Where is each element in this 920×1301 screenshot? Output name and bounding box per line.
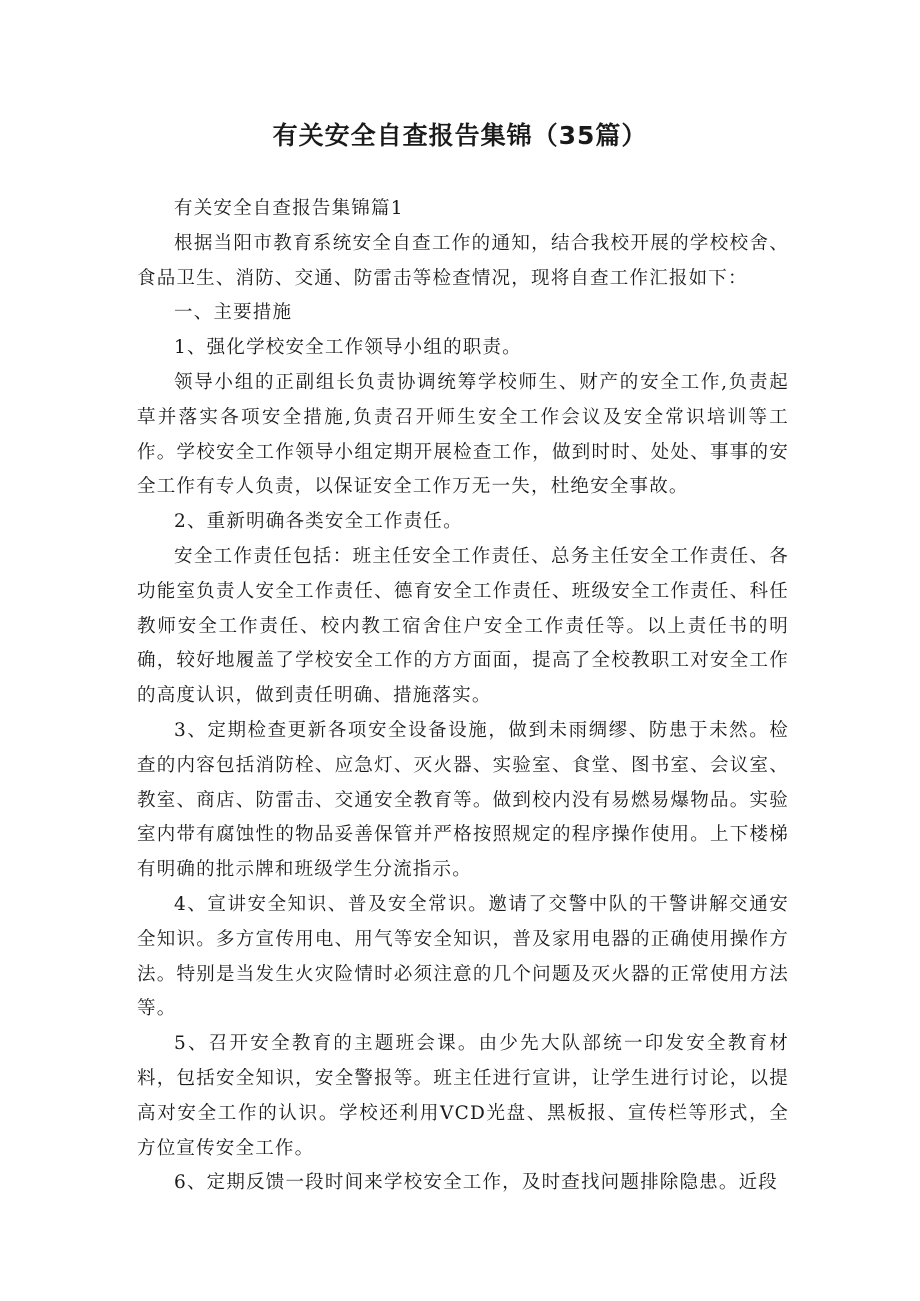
- body-paragraph: 5、召开安全教育的主题班会课。由少先大队部统一印发安全教育材料，包括安全知识，安全警报等。班主任进行宣讲，让学生进行讨论，以提高对安全工作的认识。学校还利用VCD光盘、黑板报、宣传栏等形式，全方位宣传安全工作。: [137, 1033, 789, 1159]
- body-paragraph: 根据当阳市教育系统安全自查工作的通知，结合我校开展的学校校舍、食品卫生、消防、交通、防雷击等检查情况，现将自查工作汇报如下：: [137, 232, 789, 289]
- body-paragraph: 领导小组的正副组长负责协调统筹学校师生、财产的安全工作,负责起草并落实各项安全措施,负责召开师生安全工作会议及安全常识培训等工作。学校安全工作领导小组定期开展检查工作，做到时时、处处、事事的安全工作有专人负责，以保证安全工作万无一失，杜绝安全事故。: [137, 371, 789, 498]
- body-paragraph: 安全工作责任包括：班主任安全工作责任、总务主任安全工作责任、各功能室负责人安全工作责任、德育安全工作责任、班级安全工作责任、科任教师安全工作责任、校内教工宿舍住户安全工作责任等。以上责任书的明确，较好地履盖了学校安全工作的方方面面，提高了全校教职工对安全工作的高度认识，做到责任明确、措施落实。: [137, 545, 789, 707]
- item-heading: 1、强化学校安全工作领导小组的职责。: [174, 337, 522, 359]
- body-paragraph: 6、定期反馈一段时间来学校安全工作，及时查找问题排除隐患。近段: [174, 1172, 778, 1194]
- document-body: [137, 192, 789, 1201]
- body-paragraph: 3、定期检查更新各项安全设备设施，做到未雨绸缪、防患于未然。检查的内容包括消防栓、应急灯、灭火器、实验室、食堂、图书室、会议室、教室、商店、防雷击、交通安全教育等。做到校内没有易燃易爆物品。实验室内带有腐蚀性的物品妥善保管并严格按照规定的程序操作使用。上下楼梯有明确的批示牌和班级学生分流指示。: [137, 719, 789, 881]
- document-title: 有关安全自查报告集锦（35篇）: [272, 121, 648, 150]
- body-paragraph: 4、宣讲安全知识、普及安全常识。邀请了交警中队的干警讲解交通安全知识。多方宣传用电、用气等安全知识，普及家用电器的正确使用操作方法。特别是当发生火灾险情时必须注意的几个问题及灭火器的正常使用方法等。: [137, 893, 789, 1020]
- subsection-heading: 一、主要措施: [174, 302, 293, 324]
- item-heading: 2、重新明确各类安全工作责任。: [174, 511, 463, 533]
- section-heading: 有关安全自查报告集锦篇1: [174, 198, 404, 219]
